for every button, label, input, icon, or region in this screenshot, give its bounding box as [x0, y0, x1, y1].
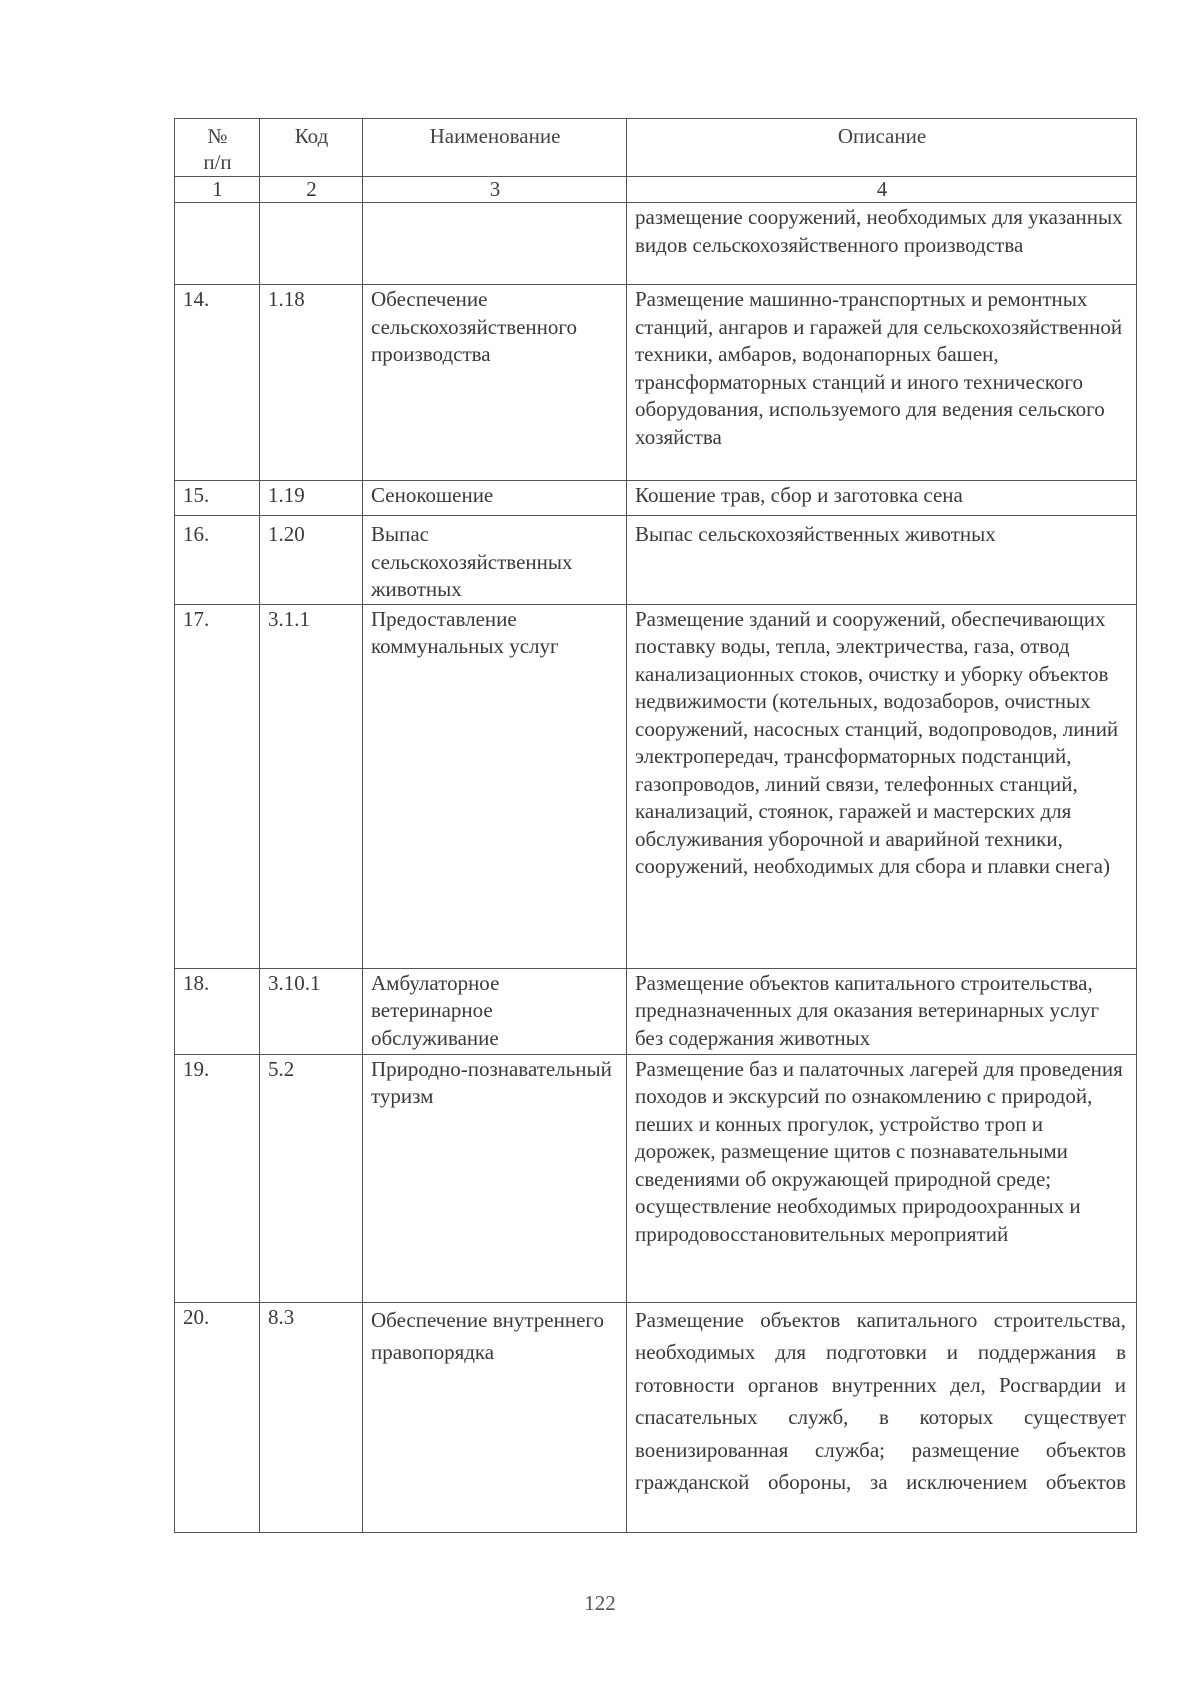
- row-code: 1.20: [260, 516, 363, 605]
- column-number-3: 3: [363, 177, 627, 203]
- header-code: Код: [260, 119, 363, 177]
- row-code: 8.3: [260, 1302, 363, 1532]
- table-row: [175, 604, 1137, 968]
- row-description: Размещение объектов капитального строительства, необходимых для подготовки и поддержания в готовности органов внутренних дел, Росгвардии и спасательных служб, в которых существует военизированная служба; размещение объектов гражданской обороны, за исключением объектов: [627, 1302, 1137, 1532]
- row-description: Размещение объектов капитального строительства, предназначенных для оказания ветеринарных услуг без содержания животных: [627, 968, 1137, 1054]
- table-row: [175, 481, 1137, 516]
- table-body: [175, 203, 1137, 1533]
- row-name: Природно-познавательный туризм: [363, 1054, 627, 1302]
- row-number: 15.: [175, 481, 260, 516]
- row-name: Выпас сельскохозяйственных животных: [363, 516, 627, 605]
- row-description: Размещение машинно-транспортных и ремонтных станций, ангаров и гаражей для сельскохозяйственной техники, амбаров, водонапорных башен, трансформаторных станций и иного технического оборудования, используемого для ведения сельского хозяйства: [627, 285, 1137, 481]
- row-number: 19.: [175, 1054, 260, 1302]
- row-name: [363, 203, 627, 285]
- row-code: 5.2: [260, 1054, 363, 1302]
- row-number: 17.: [175, 604, 260, 968]
- row-name: Обеспечение сельскохозяйственного производства: [363, 285, 627, 481]
- column-number-2: 2: [260, 177, 363, 203]
- table-row: [175, 285, 1137, 481]
- header-name: Наименование: [363, 119, 627, 177]
- header-row: [175, 119, 1137, 177]
- table-row: [175, 1302, 1137, 1532]
- header-number-sub: п/п: [203, 150, 232, 174]
- row-description: размещение сооружений, необходимых для указанных видов сельскохозяйственного производства: [627, 203, 1137, 285]
- row-code: 1.18: [260, 285, 363, 481]
- row-code: [260, 203, 363, 285]
- table-row: [175, 203, 1137, 285]
- row-description: Выпас сельскохозяйственных животных: [627, 516, 1137, 605]
- table-row: [175, 1054, 1137, 1302]
- row-number: 16.: [175, 516, 260, 605]
- land-use-table: [174, 118, 1137, 1533]
- header-number: [175, 119, 260, 177]
- row-number: 14.: [175, 285, 260, 481]
- row-number: 20.: [175, 1302, 260, 1532]
- column-number-row: [175, 177, 1137, 203]
- row-description: Кошение трав, сбор и заготовка сена: [627, 481, 1137, 516]
- row-code: 3.10.1: [260, 968, 363, 1054]
- row-description: Размещение зданий и сооружений, обеспечивающих поставку воды, тепла, электричества, газа, отвод канализационных стоков, очистку и уборку объектов недвижимости (котельных, водозаборов, очистных сооружений, насосных станций, водопроводов, линий электропередач, трансформаторных подстанций, газопроводов, линий связи, телефонных станций, канализаций, стоянок, гаражей и мастерских для обслуживания уборочной и аварийной техники, сооружений, необходимых для сбора и плавки снега): [627, 604, 1137, 968]
- column-number-4: 4: [627, 177, 1137, 203]
- row-number: [175, 203, 260, 285]
- column-number-1: 1: [175, 177, 260, 203]
- row-name: Обеспечение внутреннего правопорядка: [363, 1302, 627, 1532]
- row-description: Размещение баз и палаточных лагерей для проведения походов и экскурсий по ознакомлению с природой, пеших и конных прогулок, устройство троп и дорожек, размещение щитов с познавательными сведениями об окружающей природной среде; осуществление необходимых природоохранных и природовосстановительных мероприятий: [627, 1054, 1137, 1302]
- row-name: Предоставление коммунальных услуг: [363, 604, 627, 968]
- row-code: 1.19: [260, 481, 363, 516]
- header-description: Описание: [627, 119, 1137, 177]
- table-header: [175, 119, 1137, 203]
- row-code: 3.1.1: [260, 604, 363, 968]
- table-row: [175, 968, 1137, 1054]
- table-row: [175, 516, 1137, 605]
- page-number: 122: [584, 1591, 616, 1615]
- header-number-sign: №: [207, 124, 228, 148]
- row-number: 18.: [175, 968, 260, 1054]
- row-name: Амбулаторное ветеринарное обслуживание: [363, 968, 627, 1054]
- row-name: Сенокошение: [363, 481, 627, 516]
